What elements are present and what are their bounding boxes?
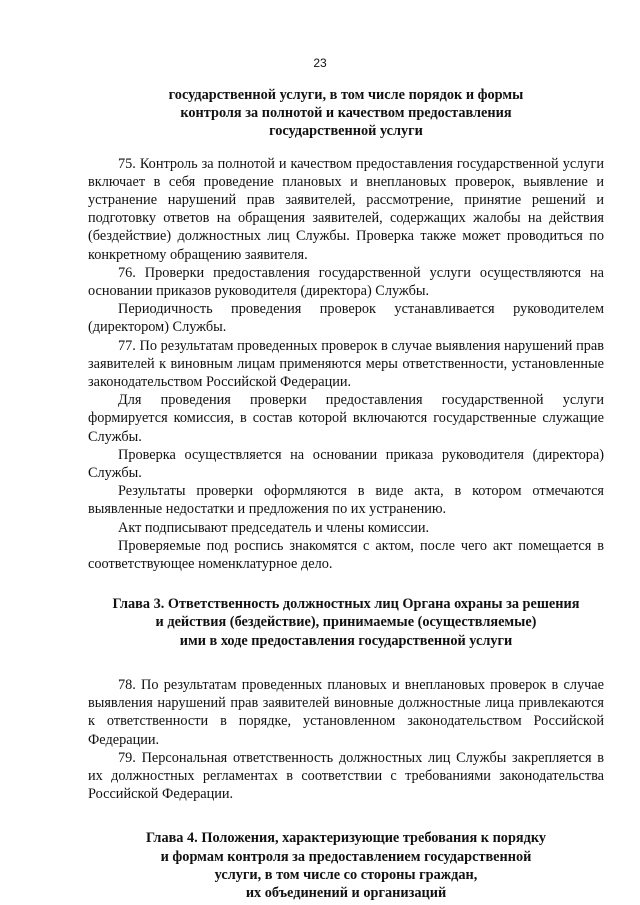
- paragraph-76: 76. Проверки предоставления государственной услуги осуществляются на основании приказов руководителя (директора) Службы.: [88, 264, 604, 300]
- heading-line: Глава 4. Положения, характеризующие требования к порядку: [145, 830, 547, 847]
- paragraph-commission: Для проведения проверки предоставления государственной услуги формируется комиссия, в состав которой включаются государственные служащие Службы.: [88, 392, 604, 445]
- paragraph-77: 77. По результатам проведенных проверок в случае выявления нарушений прав заявителей к виновным лицам применяются меры ответственности, установленные законодательством Российской Федерации.: [88, 337, 604, 391]
- heading-line: контроля за полнотой и качеством предоставления: [180, 105, 512, 122]
- section-heading-top: [88, 86, 604, 141]
- paragraph-78: 78. По результатам проведенных плановых и внеплановых проверок в случае выявления нарушений прав заявителей виновные должностные лица привлекаются к ответственности в порядке, установленном законодательством Российской Федерации.: [88, 676, 604, 748]
- paragraph-75: 75. Контроль за полнотой и качеством предоставления государственной услуги включает в себя проведение плановых и внеплановых проверок, выявление и устранение нарушений прав заявителей, рассмотрение, принятие решений и подготовку ответов на обращения заявителей, содержащих жалобы на действия (бездействие) должностных лиц Службы. Проверка также может проводиться по конкретному обращению заявителя.: [88, 155, 604, 263]
- heading-line: и действия (бездействие), принимаемые (осуществляемые): [155, 614, 537, 631]
- paragraph-79: 79. Персональная ответственность должностных лиц Службы закрепляется в их должностных регламентах в соответствии с требованиями законодательства Российской Федерации.: [88, 749, 604, 803]
- paragraph-periodicity: Периодичность проведения проверок устанавливается руководителем (директором) Службы.: [88, 301, 604, 336]
- heading-line: ими в ходе предоставления государственной услуги: [179, 632, 513, 649]
- page-number: 23: [313, 56, 327, 70]
- paragraph-act-filing: Проверяемые под роспись знакомятся с актом, после чего акт помещается в соответствующее номенклатурное дело.: [88, 537, 604, 573]
- heading-line: их объединений и организаций: [245, 884, 447, 901]
- heading-line: государственной услуги: [269, 123, 423, 140]
- page-content: [88, 86, 604, 902]
- chapter-4-heading: [88, 829, 604, 902]
- paragraph-act-signing: Акт подписывают председатель и члены комиссии.: [118, 519, 430, 536]
- heading-line: и формам контроля за предоставлением государственной: [160, 848, 532, 865]
- heading-line: Глава 3. Ответственность должностных лиц Органа охраны за решения: [112, 596, 580, 613]
- paragraph-inspection-basis: Проверка осуществляется на основании приказа руководителя (директора) Службы.: [88, 446, 604, 482]
- heading-line: услуги, в том числе со стороны граждан,: [214, 866, 478, 883]
- heading-line: государственной услуги, в том числе порядок и формы: [168, 87, 524, 103]
- paragraph-results: Результаты проверки оформляются в виде акта, в котором отмечаются выявленные недостатки и предложения по их устранению.: [88, 483, 604, 518]
- chapter-3-heading: [88, 595, 604, 650]
